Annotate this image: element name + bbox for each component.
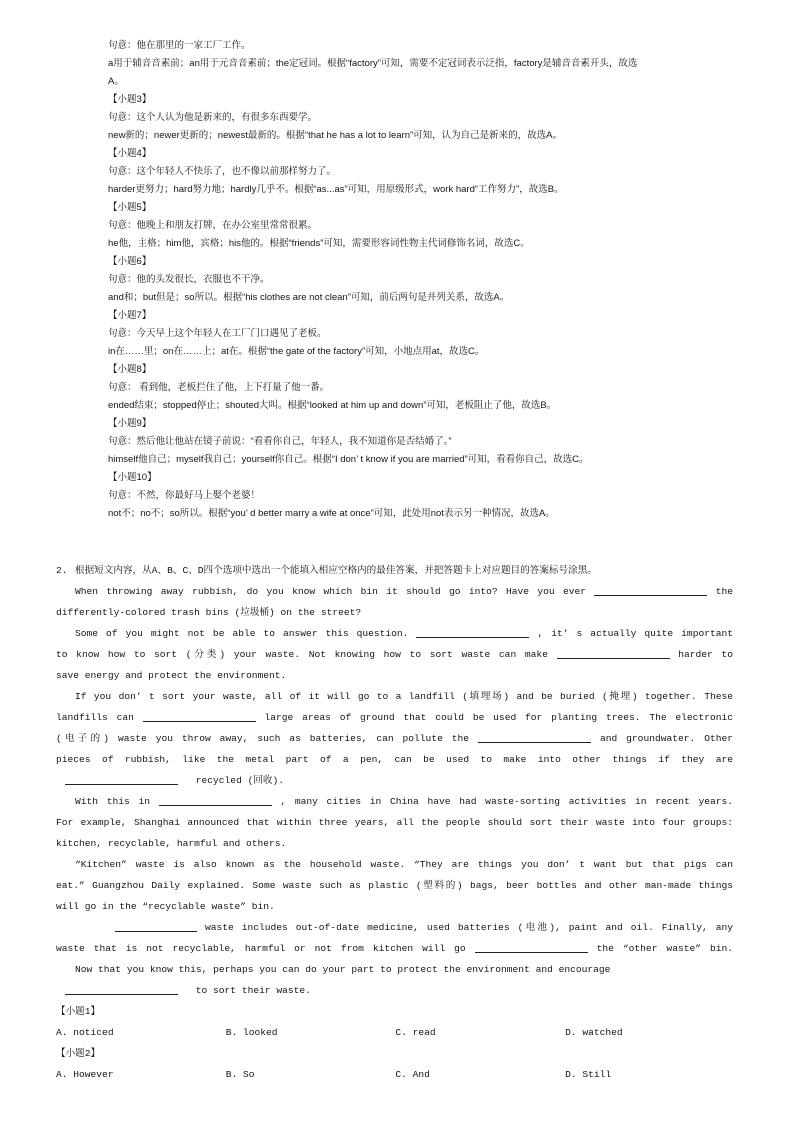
passage-text: landfills can xyxy=(56,712,134,723)
answer-blank-2 xyxy=(416,625,529,638)
passage-line xyxy=(56,770,733,791)
options-row xyxy=(56,1022,733,1043)
passage-text: the “other waste” bin. xyxy=(596,943,733,954)
passage-text: save energy and protect the environment. xyxy=(56,670,287,681)
instruction-text: 根据短文内容，从A、B、C、D四个选项中选出一个能填入相应空格内的最佳答案，并把答题卡上对应题目的答案标号涂黑。 xyxy=(75,565,597,576)
passage-line xyxy=(56,980,733,1001)
passage-text: With this in xyxy=(75,796,150,807)
passage-text: waste includes out-of-date medicine, used batteries (电池), paint and oil. Finally, any xyxy=(204,922,733,933)
answer-blank-10 xyxy=(65,982,178,995)
answer-blank-4 xyxy=(143,709,256,722)
passage-line xyxy=(56,812,733,833)
passage-line xyxy=(56,686,733,707)
passage-text: For example, Shanghai announced that within three years, all the people should sort their waste into four groups: xyxy=(56,817,733,828)
passage-line xyxy=(56,833,733,854)
answer-blank-6 xyxy=(65,772,178,785)
sub-question-label: 【小题1】 xyxy=(56,1006,101,1017)
question-2 xyxy=(56,560,733,1085)
passage-text: the xyxy=(715,586,733,597)
passage-text: , many cities in China have had waste-sorting activities in recent years. xyxy=(280,796,733,807)
sub-question-heading: 【小题5】 xyxy=(108,202,152,213)
sub-question-heading: 【小题7】 xyxy=(108,310,152,321)
passage-text: and groundwater. Other xyxy=(599,733,733,744)
passage-line xyxy=(56,728,733,749)
passage-line xyxy=(56,791,733,812)
passage-line xyxy=(56,707,733,728)
passage-line xyxy=(56,644,733,665)
analysis-line: 句意：今天早上这个年轻人在工厂门口遇见了老板。 xyxy=(108,328,327,339)
passage-text: kitchen, recyclable, harmful and others. xyxy=(56,838,287,849)
answer-blank-9 xyxy=(475,940,588,953)
passage-text: differently-colored trash bins (垃圾桶) on the street? xyxy=(56,607,362,618)
analysis-line: 句意：他在那里的一家工厂工作。 xyxy=(108,40,251,51)
sub-question-heading: 【小题6】 xyxy=(108,256,152,267)
passage-text: eat.” Guangzhou Daily explained. Some waste such as plastic (塑料的) bags, beer bottles and other man-made things xyxy=(56,880,733,891)
analysis-line: new新的；newer更新的；newest最新的。根据“that he has a lot to learn”可知，认为自己是新来的，故选A。 xyxy=(108,130,562,141)
sub-question-heading: 【小题4】 xyxy=(108,148,152,159)
answer-blank-5 xyxy=(478,730,591,743)
passage-text: pieces of rubbish, like the metal part of a pen, can be used to make into other things if they are xyxy=(56,754,733,765)
passage-text: “Kitchen” waste is also known as the household waste. “They are things you don’ t want but that pigs can xyxy=(75,859,733,870)
option-a: A. noticed xyxy=(56,1027,114,1038)
options-row xyxy=(56,1064,733,1085)
analysis-line: harder更努力；hard努力地；hardly几乎不。根据“as...as”可知，用原级形式，work hard“工作努力”，故选B。 xyxy=(108,184,564,195)
passage-text: recycled (回收). xyxy=(195,775,285,786)
passage-line xyxy=(56,959,733,980)
passage-text: (电子的) waste you throw away, such as batteries, can pollute the xyxy=(56,733,470,744)
option-c: C. And xyxy=(395,1069,430,1080)
option-a: A. However xyxy=(56,1069,114,1080)
passage-text: large areas of ground that could be used for planting trees. The electronic xyxy=(264,712,733,723)
analysis-line: 句意：然后他让他站在镜子前说：“看看你自己，年轻人，我不知道你是否结婚了。” xyxy=(108,436,452,447)
answer-blank-8 xyxy=(115,919,197,932)
question-number: 2. xyxy=(56,565,68,576)
analysis-line: ended结束；stopped停止；shouted大叫。根据“looked at him up and down”可知，老板阻止了他，故选B。 xyxy=(108,400,557,411)
analysis-line: and和；but但是；so所以。根据“his clothes are not clean”可知，前后两句是并列关系，故选A。 xyxy=(108,292,510,303)
question-instruction xyxy=(56,560,733,581)
passage-text: When throwing away rubbish, do you know which bin it should go into? Have you ever xyxy=(75,586,586,597)
passage-text: to know how to sort (分类) your waste. Not knowing how to sort waste can make xyxy=(56,649,548,660)
passage-line xyxy=(56,665,733,686)
option-d: D. Still xyxy=(565,1069,612,1080)
answer-blank-1 xyxy=(594,583,707,596)
passage-line xyxy=(56,623,733,644)
sub-question-heading: 【小题9】 xyxy=(108,418,152,429)
passage-text: waste that is not recyclable, harmful or not from kitchen will go xyxy=(56,943,466,954)
analysis-line: 句意： 看到他，老板拦住了他，上下打量了他一番。 xyxy=(108,382,330,393)
passage-line xyxy=(56,938,733,959)
analysis-line: not不；no不；so所以。根据“you’ d better marry a wife at once”可知，此处用not表示另一种情况，故选A。 xyxy=(108,508,555,519)
answer-analysis xyxy=(108,37,748,523)
passage-text: to sort their waste. xyxy=(195,985,311,996)
analysis-line: 句意：他的头发很长，衣服也不干净。 xyxy=(108,274,270,285)
option-d: D. watched xyxy=(565,1027,623,1038)
sub-question-heading: 【小题10】 xyxy=(108,472,157,483)
passage-line xyxy=(56,581,733,602)
analysis-line: a用于辅音音素前；an用于元音音素前；the定冠词。根据“factory”可知，需要不定冠词表示泛指，factory是辅音音素开头，故选 xyxy=(108,58,638,69)
passage-line xyxy=(56,854,733,875)
analysis-line: himself他自己；myself我自己；yourself你自己。根据“I don’ t know if you are married”可知，看看你自己，故选C。 xyxy=(108,454,589,465)
answer-blank-7 xyxy=(159,793,272,806)
passage-text: , it’ s actually quite important xyxy=(537,628,733,639)
answer-blank-3 xyxy=(557,646,670,659)
passage-line xyxy=(56,602,733,623)
sub-question-heading: 【小题8】 xyxy=(108,364,152,375)
option-b: B. looked xyxy=(225,1027,278,1038)
sub-question-label: 【小题2】 xyxy=(56,1048,101,1059)
analysis-line: in在……里；on在……上；at在。根据“the gate of the factory”可知，小地点用at，故选C。 xyxy=(108,346,485,357)
option-b: B. So xyxy=(225,1069,255,1080)
passage-line xyxy=(56,917,733,938)
passage-text: harder to xyxy=(678,649,733,660)
passage-line xyxy=(56,749,733,770)
passage-text: will go in the “recyclable waste” bin. xyxy=(56,901,275,912)
passage-line xyxy=(56,875,733,896)
analysis-line: 句意：他晚上和朋友打牌，在办公室里常常很累。 xyxy=(108,220,318,231)
analysis-line: A。 xyxy=(108,76,124,87)
passage-text: Some of you might not be able to answer this question. xyxy=(75,628,409,639)
sub-question-heading: 【小题3】 xyxy=(108,94,152,105)
analysis-line: he他，主格；him他，宾格；his他的。根据“friends”可知，需要形容词性物主代词修饰名词，故选C。 xyxy=(108,238,530,249)
passage-line xyxy=(56,896,733,917)
passage-text: Now that you know this, perhaps you can do your part to protect the environment and encourage xyxy=(75,964,611,975)
analysis-line: 句意：这个人认为他是新来的，有很多东西要学。 xyxy=(108,112,318,123)
analysis-line: 句意：这个年轻人不快乐了，也不像以前那样努力了。 xyxy=(108,166,337,177)
analysis-line: 句意：不然，你最好马上娶个老婆！ xyxy=(108,490,261,501)
option-c: C. read xyxy=(395,1027,436,1038)
passage-text: If you don’ t sort your waste, all of it will go to a landfill (填埋场) and be buried (掩埋) together. These xyxy=(75,691,733,702)
